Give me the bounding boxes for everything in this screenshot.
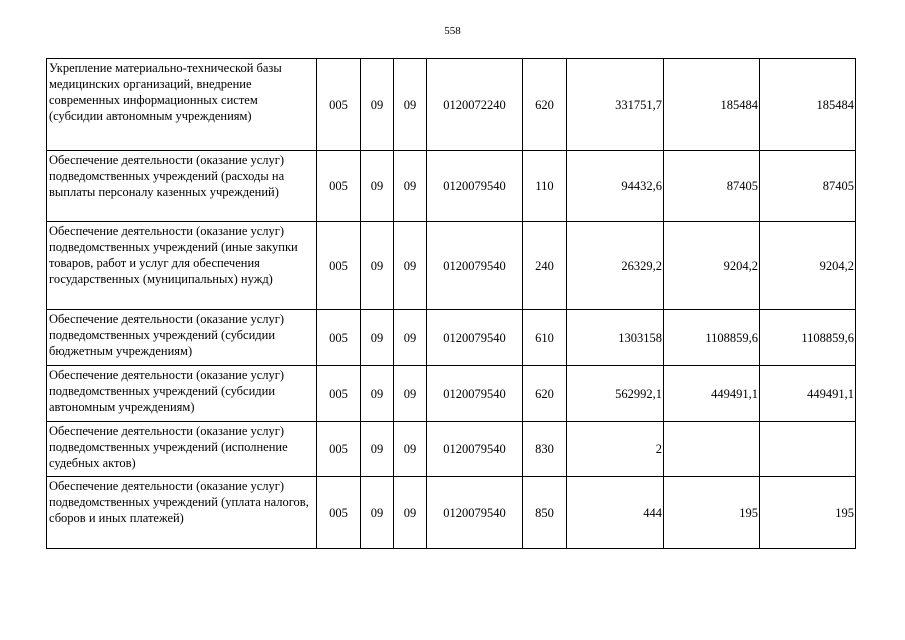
expense-type-code: 830: [523, 422, 567, 477]
section-code: 09: [361, 310, 394, 366]
amount-3: 9204,2: [760, 222, 856, 310]
target-article-code: 0120079540: [427, 366, 523, 422]
table-row: [47, 310, 856, 366]
target-article-code: 0120072240: [427, 59, 523, 151]
subsection-code: 09: [394, 477, 427, 549]
expense-type-code: 240: [523, 222, 567, 310]
section-code: 09: [361, 422, 394, 477]
section-code: 09: [361, 222, 394, 310]
ministry-code: 005: [317, 422, 361, 477]
target-article-code: 0120079540: [427, 422, 523, 477]
amount-1: 444: [567, 477, 664, 549]
subsection-code: 09: [394, 59, 427, 151]
amount-3: 185484: [760, 59, 856, 151]
row-description: Обеспечение деятельности (оказание услуг) подведомственных учреждений (уплата налогов, сборов и иных платежей): [47, 477, 317, 549]
ministry-code: 005: [317, 59, 361, 151]
ministry-code: 005: [317, 477, 361, 549]
expense-type-code: 610: [523, 310, 567, 366]
amount-3: 87405: [760, 151, 856, 222]
target-article-code: 0120079540: [427, 222, 523, 310]
amount-1: 94432,6: [567, 151, 664, 222]
amount-3: 1108859,6: [760, 310, 856, 366]
target-article-code: 0120079540: [427, 477, 523, 549]
amount-2: 9204,2: [664, 222, 760, 310]
amount-2: [664, 422, 760, 477]
amount-3: 195: [760, 477, 856, 549]
row-description: Укрепление материально-технической базы медицинских организаций, внедрение современных информационных систем (субсидии автономным учреждениям): [47, 59, 317, 151]
table-row: [47, 222, 856, 310]
subsection-code: 09: [394, 366, 427, 422]
expense-type-code: 110: [523, 151, 567, 222]
row-description: Обеспечение деятельности (оказание услуг) подведомственных учреждений (исполнение судебных актов): [47, 422, 317, 477]
row-description: Обеспечение деятельности (оказание услуг) подведомственных учреждений (расходы на выплаты персоналу казенных учреждений): [47, 151, 317, 222]
subsection-code: 09: [394, 422, 427, 477]
amount-1: 26329,2: [567, 222, 664, 310]
row-description: Обеспечение деятельности (оказание услуг) подведомственных учреждений (субсидии бюджетным учреждениям): [47, 310, 317, 366]
ministry-code: 005: [317, 310, 361, 366]
amount-3: 449491,1: [760, 366, 856, 422]
table-row: [47, 366, 856, 422]
subsection-code: 09: [394, 222, 427, 310]
expense-type-code: 620: [523, 59, 567, 151]
target-article-code: 0120079540: [427, 310, 523, 366]
amount-2: 185484: [664, 59, 760, 151]
table-row: [47, 422, 856, 477]
table-row: [47, 59, 856, 151]
amount-1: 562992,1: [567, 366, 664, 422]
table-row: [47, 151, 856, 222]
budget-table: [46, 58, 856, 549]
ministry-code: 005: [317, 366, 361, 422]
section-code: 09: [361, 59, 394, 151]
row-description: Обеспечение деятельности (оказание услуг) подведомственных учреждений (иные закупки товаров, работ и услуг для обеспечения государственных (муниципальных) нужд): [47, 222, 317, 310]
subsection-code: 09: [394, 310, 427, 366]
ministry-code: 005: [317, 151, 361, 222]
amount-2: 449491,1: [664, 366, 760, 422]
target-article-code: 0120079540: [427, 151, 523, 222]
amount-3: [760, 422, 856, 477]
expense-type-code: 620: [523, 366, 567, 422]
amount-1: 2: [567, 422, 664, 477]
amount-2: 1108859,6: [664, 310, 760, 366]
expense-type-code: 850: [523, 477, 567, 549]
subsection-code: 09: [394, 151, 427, 222]
section-code: 09: [361, 366, 394, 422]
row-description: Обеспечение деятельности (оказание услуг) подведомственных учреждений (субсидии автономным учреждениям): [47, 366, 317, 422]
table-row: [47, 477, 856, 549]
section-code: 09: [361, 477, 394, 549]
amount-2: 87405: [664, 151, 760, 222]
amount-1: 1303158: [567, 310, 664, 366]
amount-2: 195: [664, 477, 760, 549]
ministry-code: 005: [317, 222, 361, 310]
page-number: 558: [444, 25, 461, 37]
section-code: 09: [361, 151, 394, 222]
amount-1: 331751,7: [567, 59, 664, 151]
